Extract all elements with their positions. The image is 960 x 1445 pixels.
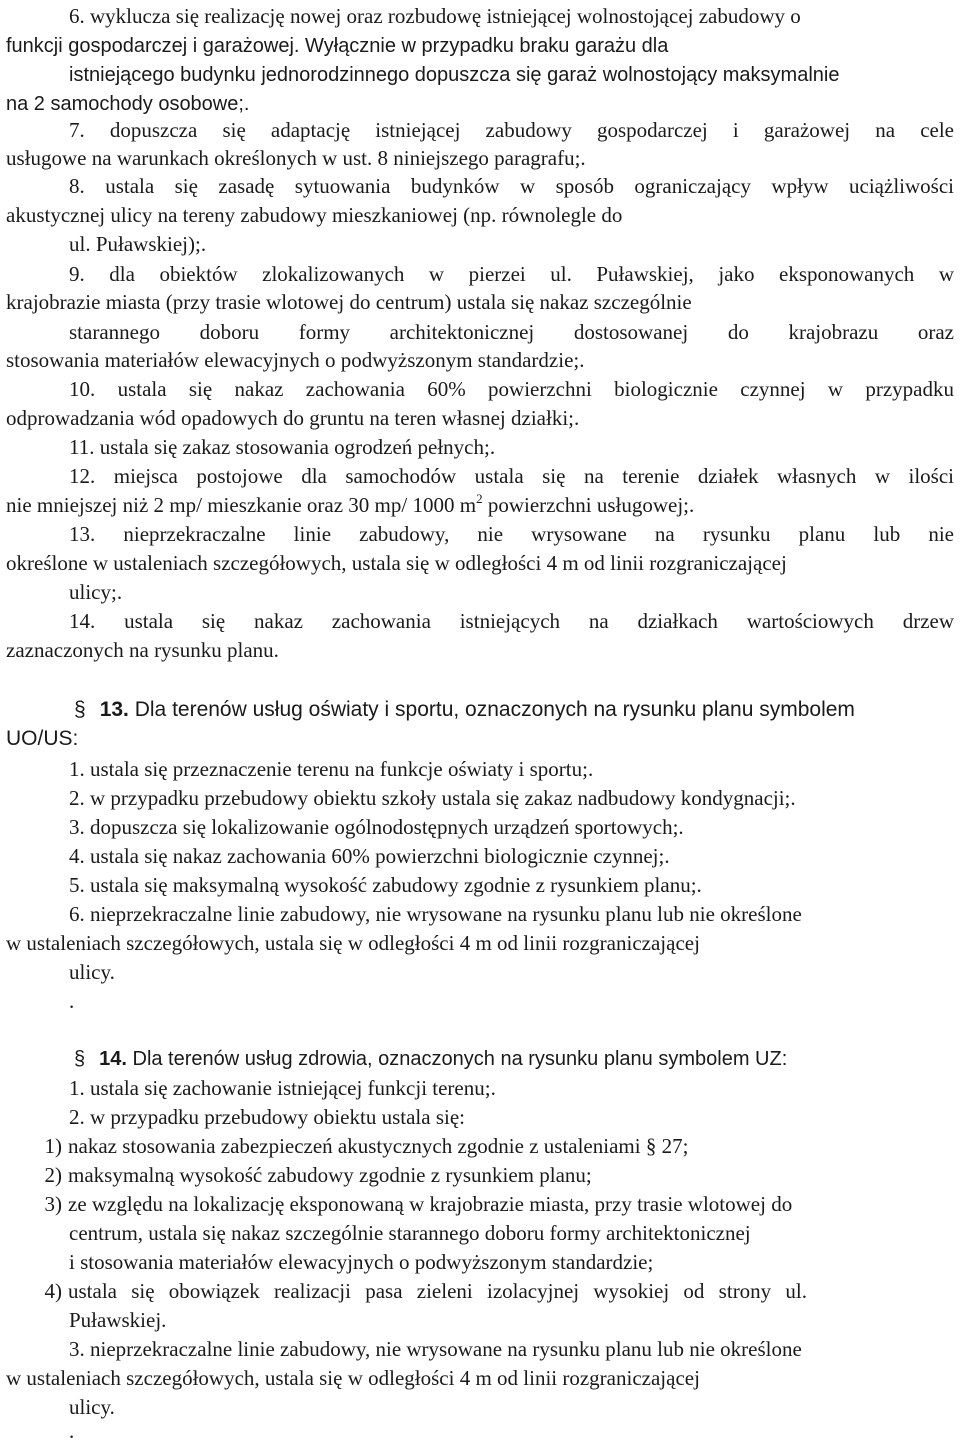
section-number: 14.	[99, 1048, 127, 1070]
paragraph-line: 12. miejsca postojowe dla samochodów ustala się na terenie działek własnych w ilości	[69, 464, 954, 488]
paragraph-line: istniejącego budynku jednorodzinnego dopuszcza się garaż wolnostojący maksymalnie	[69, 64, 840, 86]
paragraph-line: starannego doboru formy architektonicznej dostosowanej do krajobrazu oraz	[69, 320, 954, 344]
paragraph-line: akustycznej ulicy na tereny zabudowy mieszkaniowej (np. równolegle do	[6, 203, 623, 227]
section-sign: §	[74, 698, 86, 721]
section-heading	[6, 1045, 954, 1073]
paragraph-line: ul. Puławskiej);.	[69, 232, 207, 256]
section-number: 13.	[99, 698, 129, 721]
paragraph-line: 14. ustala się nakaz zachowania istniejących na działkach wartościowych drzew	[69, 609, 954, 633]
sub-item-cont: centrum, ustala się nakaz szczególnie starannego doboru formy architektonicznej	[69, 1221, 751, 1245]
sub-item	[0, 1132, 954, 1160]
paragraph-line: krajobrazie miasta (przy trasie wlotowej do centrum) ustala się nakaz szczególnie	[6, 290, 692, 314]
list-item: 4. ustala się nakaz zachowania 60% powierzchni biologicznie czynnej;.	[69, 844, 670, 868]
section-heading	[6, 696, 954, 724]
paragraph-line: 13. nieprzekraczalne linie zabudowy, nie wrysowane na rysunku planu lub nie	[69, 522, 954, 546]
text-run: powierzchni usługowej;.	[482, 493, 695, 517]
list-item-cont: w ustaleniach szczegółowych, ustala się w odległości 4 m od linii rozgraniczającej	[6, 931, 700, 955]
paragraph-line	[6, 491, 954, 519]
superscript: 2	[476, 491, 483, 506]
paragraph-line: zaznaczonych na rysunku planu.	[6, 638, 279, 662]
list-item: 1. ustala się zachowanie istniejącej funkcji terenu;.	[69, 1076, 496, 1100]
paragraph-line: 10. ustala się nakaz zachowania 60% powierzchni biologicznie czynnej w przypadku	[69, 377, 954, 401]
section-title: Dla terenów usług zdrowia, oznaczonych na rysunku planu symbolem UZ:	[126, 1048, 788, 1070]
list-item-cont: ulicy.	[69, 960, 115, 984]
list-item: 5. ustala się maksymalną wysokość zabudowy zgodnie z rysunkiem planu;.	[69, 873, 702, 897]
sub-item-label: 4)	[44, 1279, 62, 1303]
sub-item-text: ustala się obowiązek realizacji pasa zieleni izolacyjnej wysokiej od strony ul.	[68, 1279, 808, 1303]
list-item: 1. ustala się przeznaczenie terenu na funkcje oświaty i sportu;.	[69, 757, 594, 781]
paragraph-line: 8. ustala się zasadę sytuowania budynków w sposób ograniczający wpływ uciążliwości	[69, 174, 954, 198]
paragraph-line: 7. dopuszcza się adaptację istniejącej zabudowy gospodarczej i garażowej na cele	[69, 118, 954, 142]
sub-item-label: 1)	[44, 1134, 62, 1158]
list-item: 3. dopuszcza się lokalizowanie ogólnodostępnych urządzeń sportowych;.	[69, 815, 684, 839]
paragraph-line: stosowania materiałów elewacyjnych o podwyższonym standardzie;.	[6, 348, 585, 372]
sub-item	[0, 1161, 954, 1189]
section-title: Dla terenów usług oświaty i sportu, oznaczonych na rysunku planu symbolem	[128, 698, 855, 721]
list-item-cont: ulicy.	[69, 1395, 115, 1419]
paragraph-line: funkcji gospodarczej i garażowej. Wyłącznie w przypadku braku garażu dla	[6, 35, 669, 57]
paragraph-line: na 2 samochody osobowe;.	[6, 93, 250, 115]
list-item-cont: w ustaleniach szczegółowych, ustala się w odległości 4 m od linii rozgraniczającej	[6, 1366, 700, 1390]
text-run: nie mniejszej niż 2 mp/ mieszkanie oraz 30 mp/ 1000 m	[6, 493, 477, 517]
paragraph-line: odprowadzania wód opadowych do gruntu na teren własnej działki;.	[6, 406, 580, 430]
list-item: 3. nieprzekraczalne linie zabudowy, nie wrysowane na rysunku planu lub nie określone	[69, 1337, 802, 1361]
section-heading-cont: UO/US:	[6, 727, 79, 750]
sub-item	[0, 1190, 954, 1218]
paragraph-line: określone w ustaleniach szczegółowych, ustala się w odległości 4 m od linii rozgraniczającej	[6, 551, 787, 575]
sub-item-cont: Puławskiej.	[69, 1308, 167, 1332]
paragraph-line: 9. dla obiektów zlokalizowanych w pierzei ul. Puławskiej, jako eksponowanych w	[69, 262, 954, 286]
list-item: 2. w przypadku przebudowy obiektu szkoły ustala się zakaz nadbudowy kondygnacji;.	[69, 786, 796, 810]
list-item: 2. w przypadku przebudowy obiektu ustala się:	[69, 1105, 465, 1129]
sub-item-text: nakaz stosowania zabezpieczeń akustycznych zgodnie z ustaleniami § 27;	[68, 1134, 689, 1158]
paragraph-line: usługowe na warunkach określonych w ust. 8 niniejszego paragrafu;.	[6, 146, 586, 170]
section-sign: §	[74, 1048, 86, 1070]
list-item: 6. nieprzekraczalne linie zabudowy, nie wrysowane na rysunku planu lub nie określone	[69, 902, 802, 926]
sub-item-text: maksymalną wysokość zabudowy zgodnie z rysunkiem planu;	[68, 1163, 592, 1187]
separator-dot: .	[69, 989, 75, 1013]
sub-item-label: 3)	[44, 1192, 62, 1216]
sub-item-text: ze względu na lokalizację eksponowaną w krajobrazie miasta, przy trasie wlotowej do	[68, 1192, 793, 1216]
sub-item-label: 2)	[44, 1163, 62, 1187]
paragraph-line: 6. wyklucza się realizację nowej oraz rozbudowę istniejącej wolnostojącej zabudowy o	[69, 4, 801, 28]
sub-item	[0, 1277, 954, 1305]
separator-dot: .	[69, 1419, 75, 1443]
paragraph-line: 11. ustala się zakaz stosowania ogrodzeń pełnych;.	[69, 435, 496, 459]
sub-item-cont: i stosowania materiałów elewacyjnych o podwyższonym standardzie;	[69, 1250, 654, 1274]
paragraph-line: ulicy;.	[69, 580, 123, 604]
